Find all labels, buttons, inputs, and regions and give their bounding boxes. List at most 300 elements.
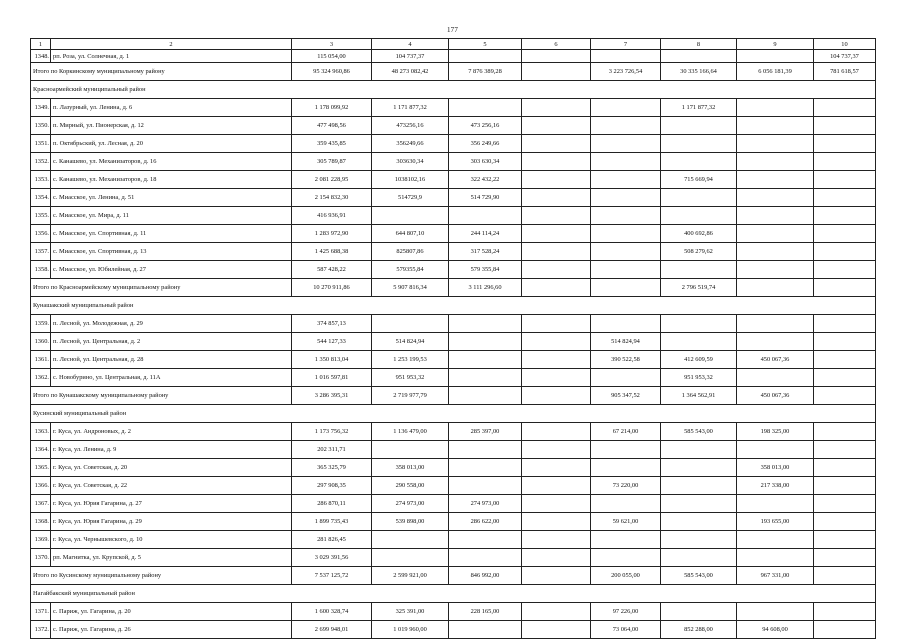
table-cell <box>372 441 449 459</box>
table-cell: 5 907 816,34 <box>372 279 449 297</box>
table-cell: 951 953,32 <box>372 369 449 387</box>
table-cell <box>737 117 814 135</box>
table-cell <box>814 387 876 405</box>
table-cell <box>737 369 814 387</box>
section-row <box>31 81 876 99</box>
row-number: 1368. <box>31 513 51 531</box>
address-cell: п. Лесной, ул. Центральная, д. 2 <box>51 333 292 351</box>
row-number: 1358. <box>31 261 51 279</box>
table-cell <box>522 333 591 351</box>
table-cell <box>449 549 522 567</box>
table-cell <box>522 603 591 621</box>
section-title: Кусинский муниципальный район <box>31 405 876 423</box>
table-cell: 104 737,37 <box>814 50 876 63</box>
address-cell: с. Новобурино, ул. Центральная, д. 11А <box>51 369 292 387</box>
table-cell: 281 826,45 <box>292 531 372 549</box>
table-row <box>31 531 876 549</box>
address-cell: с. Миасское, ул. Юбилейная, д. 27 <box>51 261 292 279</box>
table-cell: 200 055,00 <box>591 567 661 585</box>
table-cell <box>661 531 737 549</box>
address-cell: с. Миасское, ул. Спортивная, д. 11 <box>51 225 292 243</box>
table-cell: 244 114,24 <box>449 225 522 243</box>
total-row <box>31 567 876 585</box>
table-cell: 539 898,00 <box>372 513 449 531</box>
table-cell: 1038102,16 <box>372 171 449 189</box>
address-cell: г. Куса, ул. Советская, д. 22 <box>51 477 292 495</box>
table-row <box>31 315 876 333</box>
table-cell: 73 064,00 <box>591 621 661 639</box>
table-cell: 514 824,94 <box>591 333 661 351</box>
row-number: 1363. <box>31 423 51 441</box>
table-cell: 217 338,00 <box>737 477 814 495</box>
table-cell: 286 622,00 <box>449 513 522 531</box>
table-cell <box>591 549 661 567</box>
table-cell <box>449 477 522 495</box>
table-cell <box>591 207 661 225</box>
table-cell <box>591 531 661 549</box>
table-cell <box>814 459 876 477</box>
table-cell <box>814 153 876 171</box>
table-row <box>31 189 876 207</box>
row-number: 1371. <box>31 603 51 621</box>
table-cell <box>661 459 737 477</box>
table-cell <box>591 135 661 153</box>
table-cell: 228 165,00 <box>449 603 522 621</box>
row-number: 1348. <box>31 50 51 63</box>
table-cell: 1 425 688,38 <box>292 243 372 261</box>
address-cell: с. Канашево, ул. Механизаторов, д. 18 <box>51 171 292 189</box>
table-cell: 1 364 562,91 <box>661 387 737 405</box>
table-cell: 356249,66 <box>372 135 449 153</box>
table-cell: 104 737,37 <box>372 50 449 63</box>
row-number: 1359. <box>31 315 51 333</box>
table-cell: 450 067,36 <box>737 351 814 369</box>
table-cell <box>449 531 522 549</box>
table-cell: 1 178 099,92 <box>292 99 372 117</box>
table-cell <box>522 531 591 549</box>
table-cell: 781 618,57 <box>814 63 876 81</box>
table-cell <box>591 369 661 387</box>
table-cell <box>661 603 737 621</box>
row-number: 1369. <box>31 531 51 549</box>
table-cell: 1 350 813,04 <box>292 351 372 369</box>
row-number: 1362. <box>31 369 51 387</box>
table-cell: 544 127,33 <box>292 333 372 351</box>
table-cell: 1 019 960,00 <box>372 621 449 639</box>
table-cell: 473 256,16 <box>449 117 522 135</box>
table-cell <box>591 315 661 333</box>
table-cell <box>814 243 876 261</box>
table-row <box>31 135 876 153</box>
address-cell: п. Октябрьский, ул. Лесная, д. 20 <box>51 135 292 153</box>
table-cell <box>591 441 661 459</box>
table-cell <box>522 351 591 369</box>
table-cell <box>814 423 876 441</box>
table-cell: 193 655,00 <box>737 513 814 531</box>
table-cell: 303630,34 <box>372 153 449 171</box>
table-cell <box>522 495 591 513</box>
section-title: Кунашакский муниципальный район <box>31 297 876 315</box>
address-cell: с. Париж, ул. Гагарина, д. 20 <box>51 603 292 621</box>
table-cell <box>814 171 876 189</box>
table-cell: 1 136 479,00 <box>372 423 449 441</box>
table-cell: 951 953,32 <box>661 369 737 387</box>
address-cell: г. Куса, ул. Ленина, д. 9 <box>51 441 292 459</box>
table-cell: 274 973,00 <box>449 495 522 513</box>
table-cell <box>814 99 876 117</box>
table-cell: 286 870,11 <box>292 495 372 513</box>
table-cell <box>737 171 814 189</box>
table-row <box>31 441 876 459</box>
total-row <box>31 279 876 297</box>
table-cell: 450 067,36 <box>737 387 814 405</box>
table-cell: 59 621,00 <box>591 513 661 531</box>
table-cell <box>522 243 591 261</box>
table-cell <box>814 315 876 333</box>
table-cell <box>522 513 591 531</box>
table-cell: 477 498,56 <box>292 117 372 135</box>
column-header: 8 <box>661 39 737 50</box>
section-row <box>31 585 876 603</box>
table-cell <box>522 189 591 207</box>
table-cell <box>522 459 591 477</box>
table-cell <box>522 441 591 459</box>
row-number: 1353. <box>31 171 51 189</box>
address-cell: г. Куса, ул. Юрия Гагарина, д. 29 <box>51 513 292 531</box>
table-row <box>31 513 876 531</box>
table-cell: 73 220,00 <box>591 477 661 495</box>
table-cell: 390 522,58 <box>591 351 661 369</box>
table-cell <box>814 189 876 207</box>
table-row <box>31 423 876 441</box>
table-cell <box>449 387 522 405</box>
table-cell <box>522 315 591 333</box>
table-cell <box>522 261 591 279</box>
table-cell <box>522 135 591 153</box>
address-cell: г. Куса, ул. Чернышевского, д. 10 <box>51 531 292 549</box>
table-cell <box>814 333 876 351</box>
table-cell <box>449 207 522 225</box>
table-cell: 514729,9 <box>372 189 449 207</box>
section-title: Нагайбакский муниципальный район <box>31 585 876 603</box>
table-cell <box>449 459 522 477</box>
table-cell: 358 013,00 <box>737 459 814 477</box>
table-row <box>31 243 876 261</box>
table-cell: 3 111 296,60 <box>449 279 522 297</box>
row-number: 1350. <box>31 117 51 135</box>
table-cell: 1 600 328,74 <box>292 603 372 621</box>
table-cell <box>449 369 522 387</box>
table-cell: 305 789,87 <box>292 153 372 171</box>
table-cell <box>814 117 876 135</box>
table-cell <box>522 387 591 405</box>
column-header: 9 <box>737 39 814 50</box>
table-cell: 94 608,00 <box>737 621 814 639</box>
table-row <box>31 153 876 171</box>
table-cell <box>522 549 591 567</box>
table-cell <box>591 99 661 117</box>
table-cell: 852 288,00 <box>661 621 737 639</box>
table-cell <box>449 50 522 63</box>
table-cell <box>814 603 876 621</box>
table-cell: 585 543,00 <box>661 567 737 585</box>
table-cell: 905 347,52 <box>591 387 661 405</box>
table-cell: 967 331,00 <box>737 567 814 585</box>
table-cell: 514 729,90 <box>449 189 522 207</box>
table-row <box>31 50 876 63</box>
table-cell <box>372 207 449 225</box>
table-cell <box>591 189 661 207</box>
table-cell <box>591 243 661 261</box>
table-cell: 3 223 726,54 <box>591 63 661 81</box>
table-cell <box>737 495 814 513</box>
table-cell <box>737 99 814 117</box>
table-cell <box>591 279 661 297</box>
total-row <box>31 63 876 81</box>
table-cell <box>737 333 814 351</box>
table-cell: 2 719 977,79 <box>372 387 449 405</box>
table-cell <box>522 423 591 441</box>
table-cell <box>522 621 591 639</box>
table-cell: 1 016 597,81 <box>292 369 372 387</box>
table-cell: 303 630,34 <box>449 153 522 171</box>
table-cell: 514 824,94 <box>372 333 449 351</box>
address-cell: п. Лесной, ул. Молодежная, д. 29 <box>51 315 292 333</box>
section-row <box>31 297 876 315</box>
table-cell: 97 226,00 <box>591 603 661 621</box>
table-cell <box>814 549 876 567</box>
table-cell <box>591 50 661 63</box>
table-cell: 297 908,35 <box>292 477 372 495</box>
table-cell: 358 013,00 <box>372 459 449 477</box>
table-cell: 67 214,00 <box>591 423 661 441</box>
table-cell <box>522 99 591 117</box>
table-row <box>31 117 876 135</box>
table-cell: 1 171 877,32 <box>661 99 737 117</box>
table-row <box>31 603 876 621</box>
table-cell: 365 325,79 <box>292 459 372 477</box>
table-cell: 356 249,66 <box>449 135 522 153</box>
header-row <box>31 39 876 50</box>
total-label: Итого по Кунашакскому муниципальному району <box>31 387 292 405</box>
table-cell <box>661 153 737 171</box>
table-cell: 715 669,94 <box>661 171 737 189</box>
table-row <box>31 99 876 117</box>
table-cell: 322 432,22 <box>449 171 522 189</box>
table-cell: 1 283 972,90 <box>292 225 372 243</box>
table-cell <box>661 261 737 279</box>
table-cell <box>522 153 591 171</box>
table-cell: 317 528,24 <box>449 243 522 261</box>
table-cell: 6 056 181,39 <box>737 63 814 81</box>
table-cell: 412 609,59 <box>661 351 737 369</box>
table-cell <box>449 333 522 351</box>
row-number: 1364. <box>31 441 51 459</box>
table-cell <box>814 495 876 513</box>
table-cell: 325 391,00 <box>372 603 449 621</box>
total-label: Итого по Кусинскому муниципальному району <box>31 567 292 585</box>
table-cell <box>661 513 737 531</box>
table-cell <box>814 531 876 549</box>
table-cell <box>522 117 591 135</box>
table-cell <box>661 117 737 135</box>
column-header: 7 <box>591 39 661 50</box>
table-row <box>31 351 876 369</box>
table-cell: 359 435,85 <box>292 135 372 153</box>
table-cell: 825807,86 <box>372 243 449 261</box>
table-cell <box>661 189 737 207</box>
section-row <box>31 405 876 423</box>
table-cell: 1 173 756,32 <box>292 423 372 441</box>
column-header: 10 <box>814 39 876 50</box>
row-number: 1357. <box>31 243 51 261</box>
table-cell <box>591 117 661 135</box>
table-cell <box>522 477 591 495</box>
table-cell: 115 054,00 <box>292 50 372 63</box>
table-cell: 10 270 911,86 <box>292 279 372 297</box>
address-cell: с. Канашево, ул. Механизаторов, д. 16 <box>51 153 292 171</box>
row-number: 1352. <box>31 153 51 171</box>
table-cell <box>814 369 876 387</box>
table-cell <box>591 495 661 513</box>
column-header: 2 <box>51 39 292 50</box>
table-cell: 1 253 199,53 <box>372 351 449 369</box>
address-cell: рп. Роза, ул. Солнечная, д. 1 <box>51 50 292 63</box>
table-cell: 7 537 125,72 <box>292 567 372 585</box>
row-number: 1349. <box>31 99 51 117</box>
table-cell <box>591 261 661 279</box>
page-number: 177 <box>446 26 459 34</box>
row-number: 1356. <box>31 225 51 243</box>
address-cell: с. Миасское, ул. Мира, д. 11 <box>51 207 292 225</box>
table-cell <box>522 63 591 81</box>
table-cell: 579355,84 <box>372 261 449 279</box>
table-cell: 508 279,62 <box>661 243 737 261</box>
row-number: 1370. <box>31 549 51 567</box>
table-cell <box>522 369 591 387</box>
row-number: 1372. <box>31 621 51 639</box>
table-cell <box>449 99 522 117</box>
total-row <box>31 387 876 405</box>
table-cell: 290 558,00 <box>372 477 449 495</box>
table-cell <box>814 513 876 531</box>
row-number: 1354. <box>31 189 51 207</box>
table-cell <box>661 495 737 513</box>
row-number: 1367. <box>31 495 51 513</box>
row-number: 1360. <box>31 333 51 351</box>
table-cell <box>814 261 876 279</box>
table-cell <box>372 531 449 549</box>
table-cell <box>449 441 522 459</box>
row-number: 1361. <box>31 351 51 369</box>
table-cell <box>591 225 661 243</box>
table-cell <box>661 477 737 495</box>
table-cell: 7 876 389,28 <box>449 63 522 81</box>
table-cell <box>737 135 814 153</box>
table-cell: 374 857,13 <box>292 315 372 333</box>
table-cell <box>372 549 449 567</box>
table-cell: 2 796 519,74 <box>661 279 737 297</box>
table-cell <box>591 153 661 171</box>
table-cell: 473256,16 <box>372 117 449 135</box>
table-cell <box>737 189 814 207</box>
table-cell <box>814 135 876 153</box>
table-cell <box>814 621 876 639</box>
table-row <box>31 207 876 225</box>
table-cell <box>661 207 737 225</box>
table-cell: 202 311,71 <box>292 441 372 459</box>
table-cell <box>737 207 814 225</box>
table-row <box>31 459 876 477</box>
address-cell: г. Куса, ул. Юрия Гагарина, д. 27 <box>51 495 292 513</box>
section-title: Красноармейский муниципальный район <box>31 81 876 99</box>
table-row <box>31 621 876 639</box>
table-cell <box>737 225 814 243</box>
table-cell: 400 692,86 <box>661 225 737 243</box>
table-cell <box>737 279 814 297</box>
total-label: Итого по Коркинскому муниципальному району <box>31 63 292 81</box>
table-cell <box>661 441 737 459</box>
table-cell: 846 992,00 <box>449 567 522 585</box>
table-cell <box>372 315 449 333</box>
table-row <box>31 333 876 351</box>
table-cell: 95 324 960,86 <box>292 63 372 81</box>
table-cell: 2 081 228,95 <box>292 171 372 189</box>
table-cell: 585 543,00 <box>661 423 737 441</box>
table-cell <box>814 351 876 369</box>
total-label: Итого по Красноармейскому муниципальному району <box>31 279 292 297</box>
table-cell <box>591 459 661 477</box>
table-cell: 416 936,91 <box>292 207 372 225</box>
table-cell <box>449 315 522 333</box>
table-cell <box>449 621 522 639</box>
table-cell <box>661 135 737 153</box>
table-cell <box>661 549 737 567</box>
address-cell: г. Куса, ул. Андроновых, д. 2 <box>51 423 292 441</box>
address-cell: п. Лазурный, ул. Ленина, д. 6 <box>51 99 292 117</box>
table-cell <box>814 279 876 297</box>
column-header: 5 <box>449 39 522 50</box>
table-cell <box>814 567 876 585</box>
table-cell: 2 699 948,01 <box>292 621 372 639</box>
table-cell <box>449 351 522 369</box>
table-cell <box>661 315 737 333</box>
table-cell: 274 973,00 <box>372 495 449 513</box>
address-cell: с. Париж, ул. Гагарина, д. 26 <box>51 621 292 639</box>
address-cell: с. Миасское, ул. Спортивная, д. 13 <box>51 243 292 261</box>
table-row <box>31 369 876 387</box>
address-cell: г. Куса, ул. Советская, д. 20 <box>51 459 292 477</box>
table-cell: 2 154 832,30 <box>292 189 372 207</box>
table-cell <box>814 225 876 243</box>
table-row <box>31 261 876 279</box>
table-cell: 285 397,00 <box>449 423 522 441</box>
table-cell <box>737 50 814 63</box>
table-cell: 198 325,00 <box>737 423 814 441</box>
table-cell: 1 899 735,43 <box>292 513 372 531</box>
table-cell: 644 807,10 <box>372 225 449 243</box>
address-cell: рп. Магнитка, ул. Крупской, д. 5 <box>51 549 292 567</box>
table-cell <box>737 531 814 549</box>
row-number: 1355. <box>31 207 51 225</box>
row-number: 1365. <box>31 459 51 477</box>
table-cell <box>522 171 591 189</box>
table-cell <box>522 567 591 585</box>
table-cell <box>661 50 737 63</box>
table-cell: 48 273 082,42 <box>372 63 449 81</box>
table-cell <box>522 279 591 297</box>
table-cell: 579 355,84 <box>449 261 522 279</box>
